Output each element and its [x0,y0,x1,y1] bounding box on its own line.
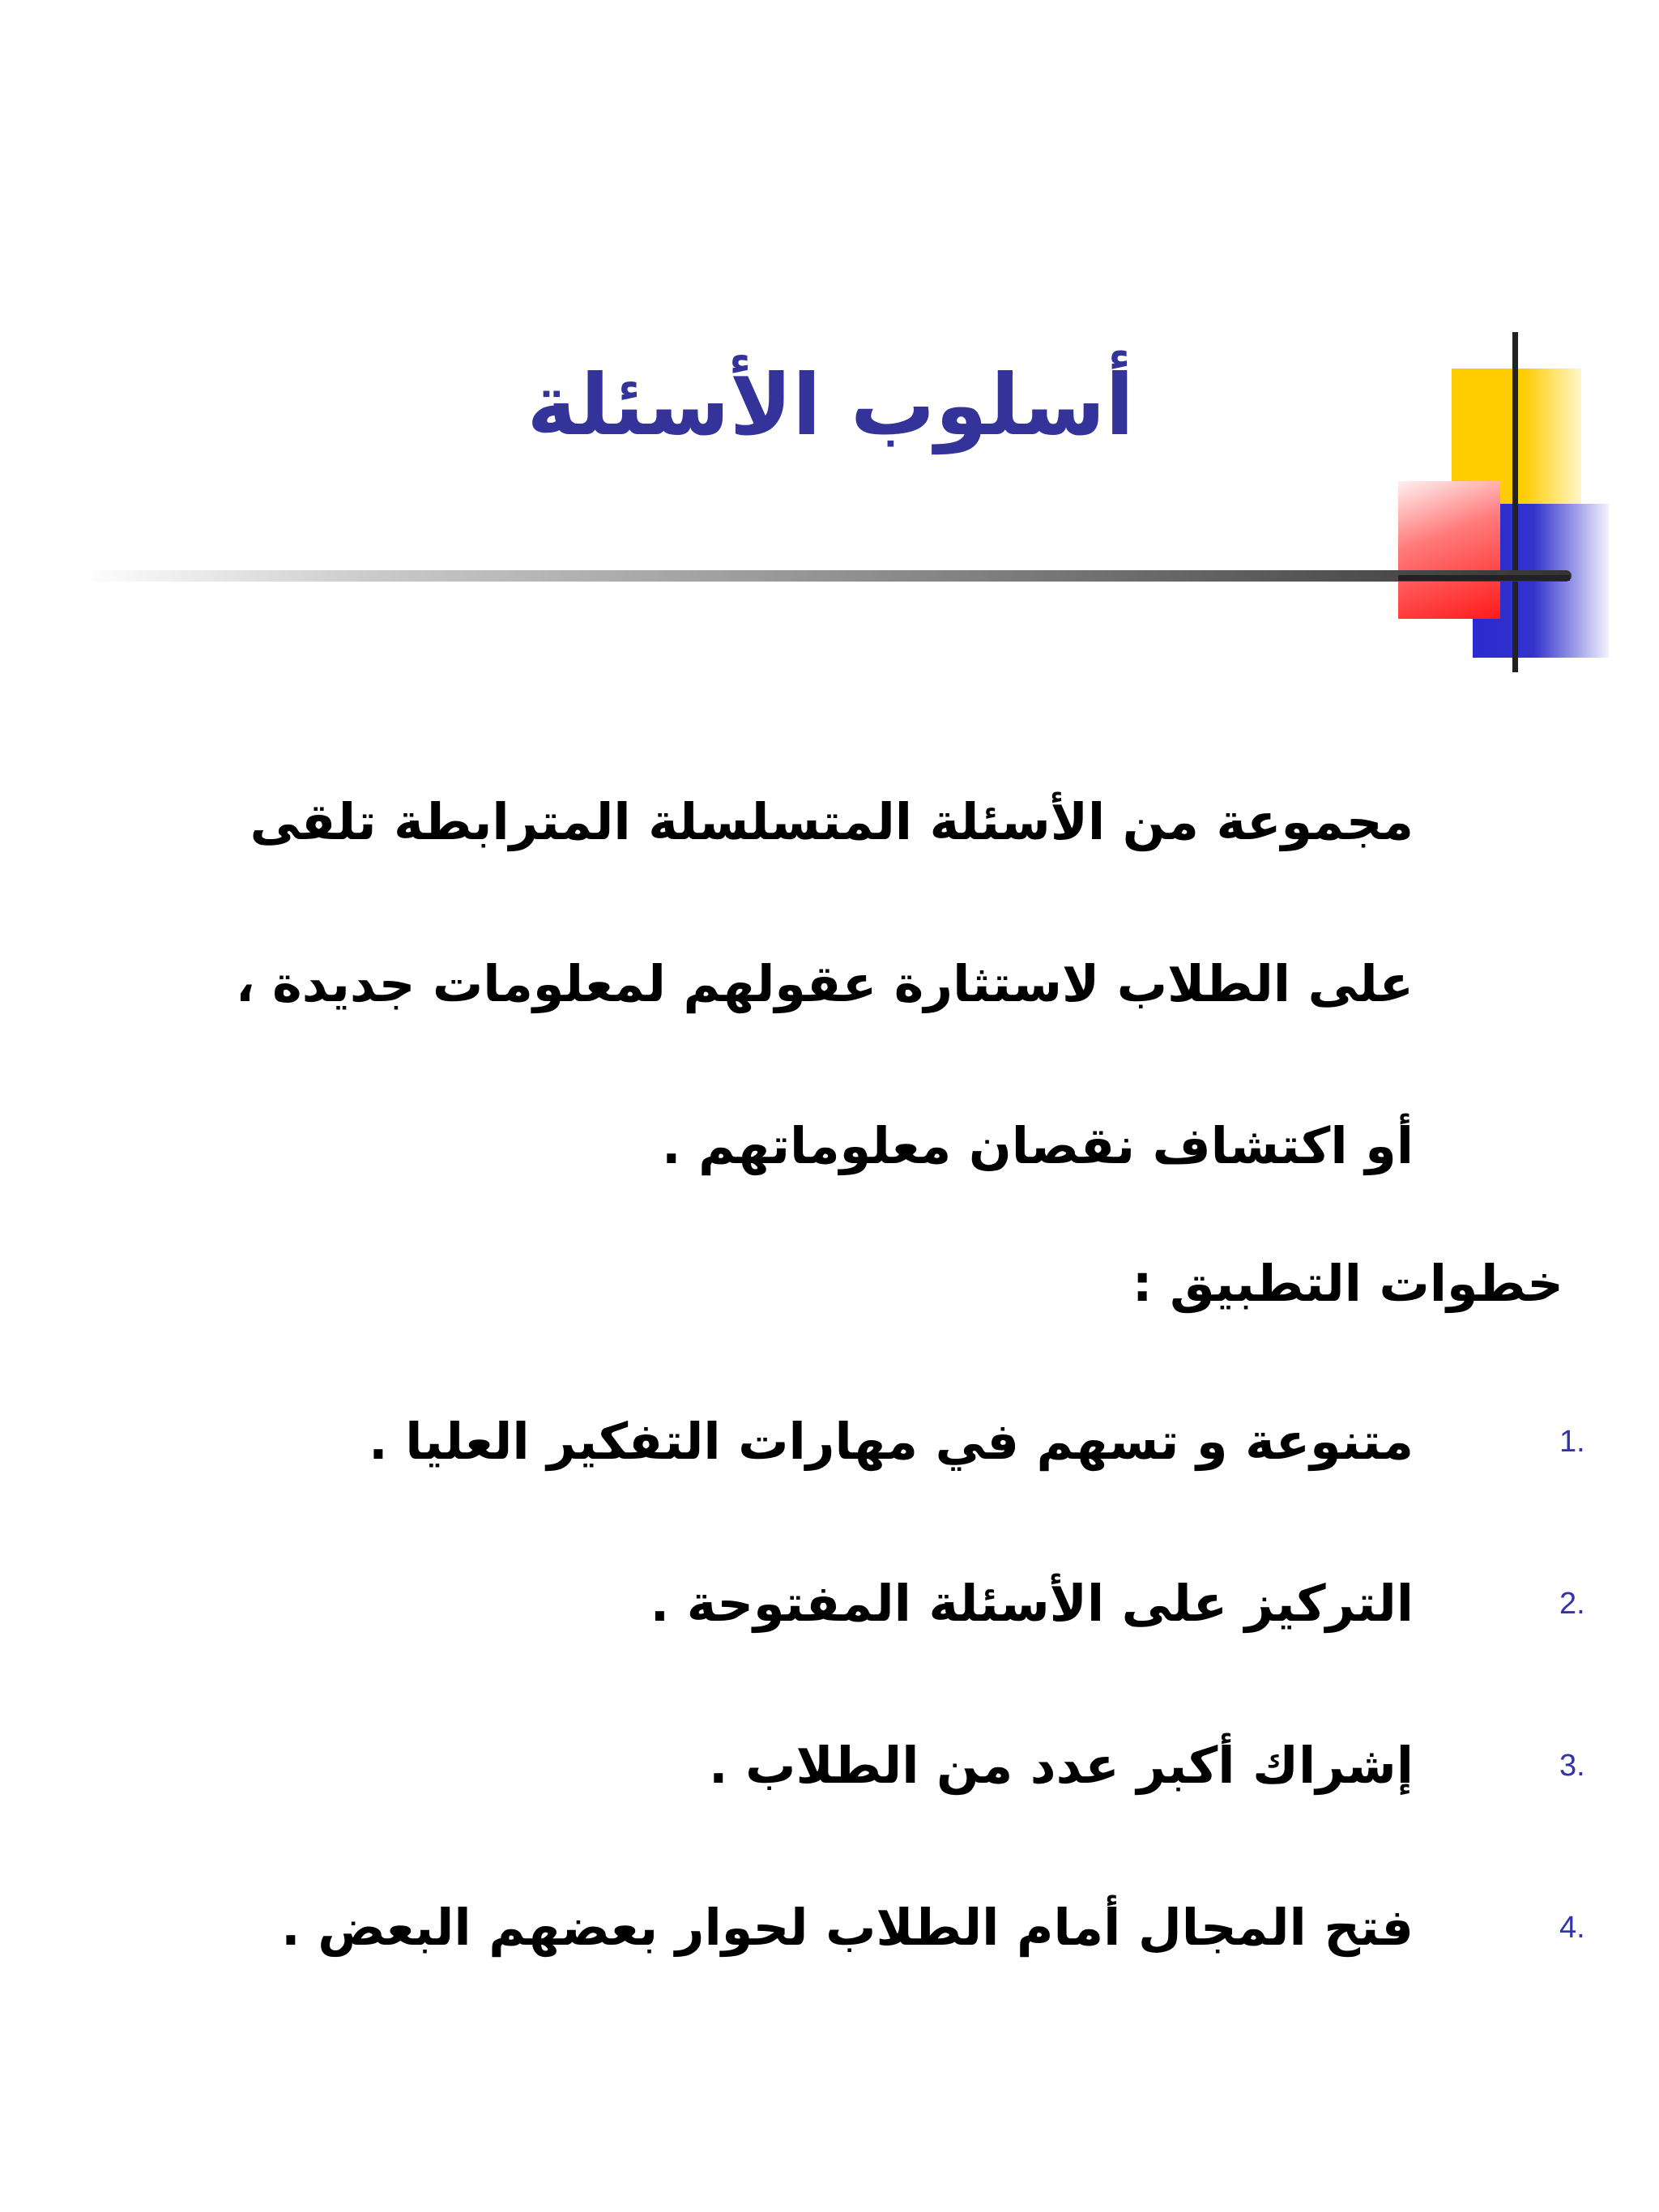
step-number: 2. [1559,1587,1585,1621]
definition-line: على الطلاب لاستثارة عقولهم لمعلومات جديدة ، [236,954,1414,1013]
decoration-horizontal-line [1398,575,1570,581]
steps-heading: خطوات التطبيق : [1132,1254,1563,1313]
title-divider [81,570,1572,582]
step-text: إشراك أكبر عدد من الطلاب . [709,1736,1414,1795]
definition-line: أو اكتشاف نقصان معلوماتهم . [662,1116,1414,1175]
slide-title: أسلوب الأسئلة [527,356,1134,454]
definition-line: مجموعة من الأسئلة المتسلسلة المترابطة تلقى [249,792,1414,851]
step-number: 1. [1559,1425,1585,1459]
step-text: متنوعة و تسهم في مهارات التفكير العليا . [369,1412,1414,1471]
definition-paragraph [81,761,1414,1247]
step-text: التركيز على الأسئلة المفتوحة . [650,1574,1414,1633]
step-text: فتح المجال أمام الطلاب لحوار بعضهم البعض . [281,1898,1414,1957]
decoration-vertical-line [1512,332,1518,672]
decoration-red-square [1398,481,1500,619]
step-number: 3. [1559,1749,1585,1783]
step-number: 4. [1559,1911,1585,1945]
